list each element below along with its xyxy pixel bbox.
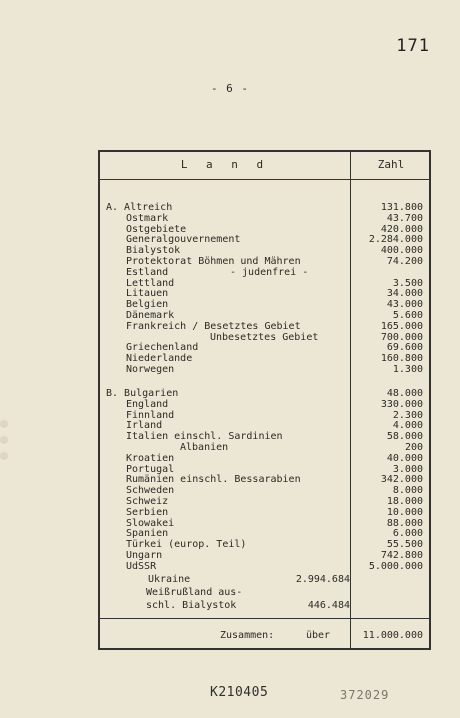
udssr-sub-label: Weißrußland aus- [146, 586, 243, 598]
header-zahl: Zahl [377, 158, 405, 171]
country-cell: Italien einschl. Sardinien [126, 431, 283, 443]
udssr-sub-value: 2.994.684 [295, 573, 350, 585]
value-cell: 3.000 [392, 463, 423, 475]
punch-hole [0, 452, 8, 460]
country-cell: Rumänien einschl. Bessarabien [126, 474, 301, 486]
country-cell: Ostgebiete [126, 223, 187, 235]
value-cell: 58.000 [386, 431, 423, 443]
udssr-subrow [140, 587, 370, 599]
country-cell: Litauen [126, 288, 169, 300]
header-divider [100, 179, 429, 180]
country-cell: Niederlande [126, 353, 193, 365]
value-cell: 3.500 [392, 277, 423, 289]
value-cell: 200 [404, 442, 423, 453]
country-cell: Belgien [126, 299, 169, 311]
udssr-subrow [140, 574, 370, 586]
country-cell: B. Bulgarien [106, 388, 179, 399]
archive-stamp-number: 372029 [340, 688, 390, 702]
country-cell: Norwegen [126, 364, 175, 375]
country-cell: Unbesetztes Gebiet [210, 331, 319, 343]
country-cell: A. Altreich [106, 202, 173, 213]
header-land: L a n d [180, 158, 270, 171]
value-cell: 400.000 [380, 245, 423, 257]
value-cell: 700.000 [380, 331, 423, 343]
country-cell: Griechenland [126, 342, 199, 354]
country-cell: Frankreich / Besetztes Gebiet [126, 320, 301, 332]
total-over: über [306, 630, 331, 641]
country-cell: Generalgouvernement [126, 234, 241, 246]
udssr-sub-value: 446.484 [307, 599, 350, 611]
country-cell: Ungarn [126, 550, 163, 561]
total-divider [100, 618, 429, 619]
country-cell: Protektorat Böhmen und Mähren [126, 256, 301, 267]
value-cell: 330.000 [380, 398, 423, 410]
value-cell: 40.000 [386, 452, 423, 464]
value-cell: 6.000 [392, 528, 423, 540]
country-cell: Spanien [126, 528, 169, 540]
page-number: 171 [396, 36, 430, 56]
table-row [100, 364, 429, 376]
country-cell: Schweden [126, 485, 175, 497]
udssr-sub-label: Ukraine [148, 573, 191, 585]
value-cell: 742.800 [380, 550, 423, 561]
value-cell: 8.000 [392, 485, 423, 497]
country-cell: Slowakei [126, 517, 175, 529]
total-label: Zusammen: [220, 630, 275, 641]
country-cell: Bialystok [126, 245, 181, 257]
value-cell: 342.000 [380, 474, 423, 486]
udssr-subrow [140, 600, 370, 612]
value-cell: 2.284.000 [368, 234, 423, 246]
value-cell: 160.800 [380, 353, 423, 365]
value-cell: 131.800 [380, 202, 423, 213]
punch-hole [0, 436, 8, 444]
value-cell: 55.500 [386, 539, 423, 551]
value-cell: 10.000 [386, 506, 423, 518]
value-cell: 165.000 [380, 320, 423, 332]
country-cell: Finnland [126, 409, 175, 421]
archive-stamp-id: K210405 [210, 685, 269, 700]
data-table [98, 150, 431, 650]
value-cell: 88.000 [386, 517, 423, 529]
total-value: 11.000.000 [362, 630, 423, 641]
page-subtitle: - 6 - [210, 82, 250, 95]
value-cell: 74.200 [386, 256, 423, 267]
value-cell: 43.700 [386, 212, 423, 224]
value-cell: 5.000.000 [368, 560, 423, 572]
country-cell: Lettland [126, 277, 175, 289]
country-cell: Estland [126, 266, 169, 278]
value-cell: 43.000 [386, 299, 423, 311]
table-row [100, 561, 429, 573]
value-cell: 2.300 [392, 409, 423, 421]
country-cell: Kroatien [126, 452, 175, 464]
country-cell: Albanien [180, 442, 229, 453]
country-cell: Irland [126, 420, 163, 432]
value-cell: 34.000 [386, 288, 423, 300]
punch-hole [0, 420, 8, 428]
value-cell: 4.000 [392, 420, 423, 432]
value-cell: 420.000 [380, 223, 423, 235]
country-cell: Portugal [126, 463, 175, 475]
value-cell: 48.000 [386, 388, 423, 399]
country-cell: Ostmark [126, 212, 169, 224]
country-cell: Türkei (europ. Teil) [126, 539, 247, 551]
value-cell: 18.000 [386, 496, 423, 507]
value-cell: 5.600 [392, 310, 423, 321]
value-cell: 69.600 [386, 342, 423, 354]
country-cell: Dänemark [126, 310, 175, 321]
country-cell: Serbien [126, 506, 169, 518]
country-cell: UdSSR [126, 560, 157, 572]
udssr-sub-label: schl. Bialystok [146, 599, 237, 611]
value-cell: 1.300 [392, 364, 423, 375]
estland-note: - judenfrei - [230, 266, 309, 278]
country-cell: Schweiz [126, 496, 169, 507]
country-cell: England [126, 398, 169, 410]
